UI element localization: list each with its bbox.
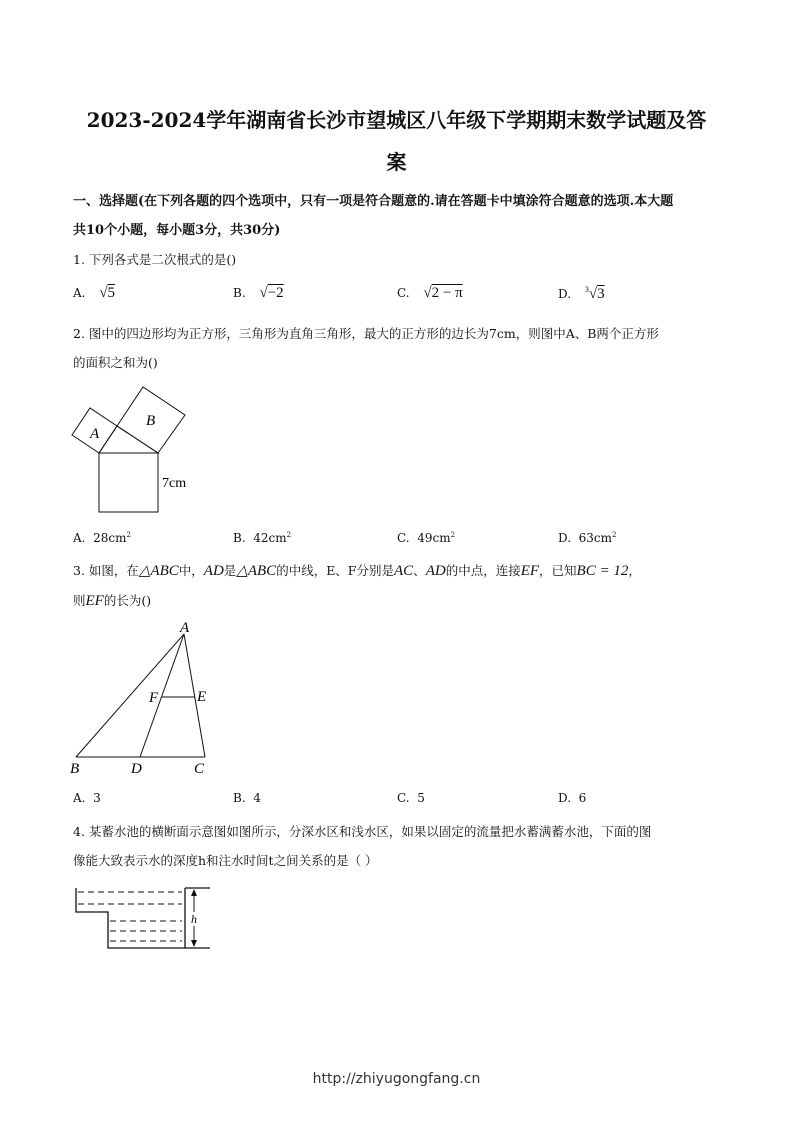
text-segment: 的长为() [103, 593, 152, 608]
label-side-length: 7cm [162, 476, 187, 491]
text-segment: 3. 如图，在 [73, 563, 139, 578]
side-ab [76, 634, 184, 757]
math-segment: △ABC [236, 563, 277, 579]
root-index: 3 [584, 285, 589, 294]
option-value: 6 [578, 791, 587, 805]
point-e: E [197, 689, 207, 705]
option-value: 49cm [417, 531, 451, 545]
page-title-line-1: 2023-2024学年湖南省长沙市望城区八年级下学期期末数学试题及答 [86, 108, 707, 132]
radicand: 2 − π [431, 285, 463, 301]
option-value: 5 [417, 791, 425, 805]
option-letter: B. [233, 531, 246, 545]
radical-expression: √2 − π [423, 285, 463, 301]
footer-url[interactable]: http://zhiyugongfang.cn [312, 1071, 481, 1087]
unit-superscript: 2 [450, 531, 456, 539]
right-triangle [99, 426, 158, 453]
q1-option-d [558, 285, 605, 303]
unit-superscript: 2 [126, 531, 131, 539]
option-value: 4 [253, 791, 261, 805]
q4-stem-line-2: 像能大致表示水的深度h和注水时间t之间关系的是（ ） [73, 853, 378, 868]
text-segment: ，已知 [539, 563, 577, 578]
q2-stem-line-1: 2. 图中的四边形均为正方形，三角形为直角三角形，最大的正方形的边长为7cm，则图中A、B两个正方形 [73, 326, 659, 341]
vertex-b: B [70, 761, 80, 777]
point-f: F [149, 690, 159, 706]
unit-superscript: 2 [286, 531, 292, 539]
radicand: −2 [267, 285, 284, 301]
option-value: 3 [93, 791, 101, 805]
text-segment: 中， [178, 563, 204, 578]
q3-option-b [233, 791, 261, 805]
math-segment: AD [203, 563, 224, 579]
q1-option-c [397, 285, 463, 302]
q3-option-a [73, 791, 101, 805]
label-a: A [90, 426, 100, 442]
page-title-line-2: 案 [386, 150, 407, 174]
q2-option-d [558, 531, 617, 545]
text-segment: 的中点，连接 [445, 563, 521, 578]
option-letter: B. [233, 286, 246, 300]
q1-option-a [73, 285, 115, 302]
q2-stem-line-2: 的面积之和为() [73, 355, 158, 370]
q4-figure [72, 882, 214, 957]
median-ad [140, 634, 184, 757]
option-letter: C. [397, 791, 410, 805]
text-segment: 的中线，E、F分别是 [276, 563, 394, 578]
q1-stem: 1. 下列各式是二次根式的是() [73, 252, 237, 267]
text-segment: 是 [223, 563, 237, 578]
arrow-head-down [191, 940, 197, 947]
q1-option-b [233, 285, 284, 302]
radical-expression: $^3$√3 [584, 285, 605, 302]
math-segment: EF [85, 593, 104, 609]
label-h: h [191, 912, 197, 926]
arrow-head-up [191, 889, 197, 896]
option-letter: D. [558, 287, 572, 301]
section-header-line-1: 一、选择题(在下列各题的四个选项中，只有一项是符合题意的.请在答题卡中填涂符合题意的选项.本大题 [73, 194, 674, 209]
q2-option-b [233, 531, 291, 545]
large-square [99, 453, 158, 512]
text-segment: 、 [413, 563, 426, 578]
option-letter: B. [233, 791, 246, 805]
radicand: 3 [597, 286, 605, 302]
q3-stem-line-2 [73, 591, 151, 610]
option-letter: C. [397, 531, 410, 545]
math-segment: △ABC [138, 563, 179, 579]
option-letter: D. [558, 791, 572, 805]
option-letter: A. [73, 791, 86, 805]
math-segment: EF [520, 563, 540, 579]
option-value: 42cm [253, 531, 287, 545]
q2-option-c [397, 531, 455, 545]
option-value: 28cm [93, 531, 127, 545]
text-segment: 则 [73, 593, 86, 608]
q3-option-c [397, 791, 425, 805]
q2-figure [68, 385, 198, 515]
q2-option-a [73, 531, 131, 545]
q3-figure [68, 620, 218, 780]
math-segment: BC = 12 [576, 563, 629, 579]
option-letter: C. [397, 286, 410, 300]
section-header-line-2: 共10个小题，每小题3分，共30分) [73, 223, 281, 238]
point-d: D [131, 761, 142, 777]
option-letter: D. [558, 531, 572, 545]
radical-expression: √5 [99, 285, 116, 301]
q3-stem-line-1 [73, 561, 641, 580]
math-segment: AC [394, 563, 414, 579]
vertex-a: A [180, 620, 190, 636]
label-b: B [146, 413, 156, 429]
vertex-c: C [194, 761, 205, 777]
math-segment: AD [425, 563, 446, 579]
pool-outline [76, 888, 185, 948]
radicand: 5 [107, 285, 116, 301]
q3-option-d [558, 791, 586, 805]
radical-expression: √−2 [259, 285, 284, 301]
option-letter: A. [73, 531, 86, 545]
q4-stem-line-1: 4. 某蓄水池的横断面示意图如图所示，分深水区和浅水区，如果以固定的流量把水蓄满蓄水池，下面的图 [73, 824, 652, 839]
unit-superscript: 2 [612, 531, 617, 539]
option-value: 63cm [578, 531, 613, 545]
text-segment: ， [628, 563, 641, 578]
option-letter: A. [73, 286, 86, 300]
